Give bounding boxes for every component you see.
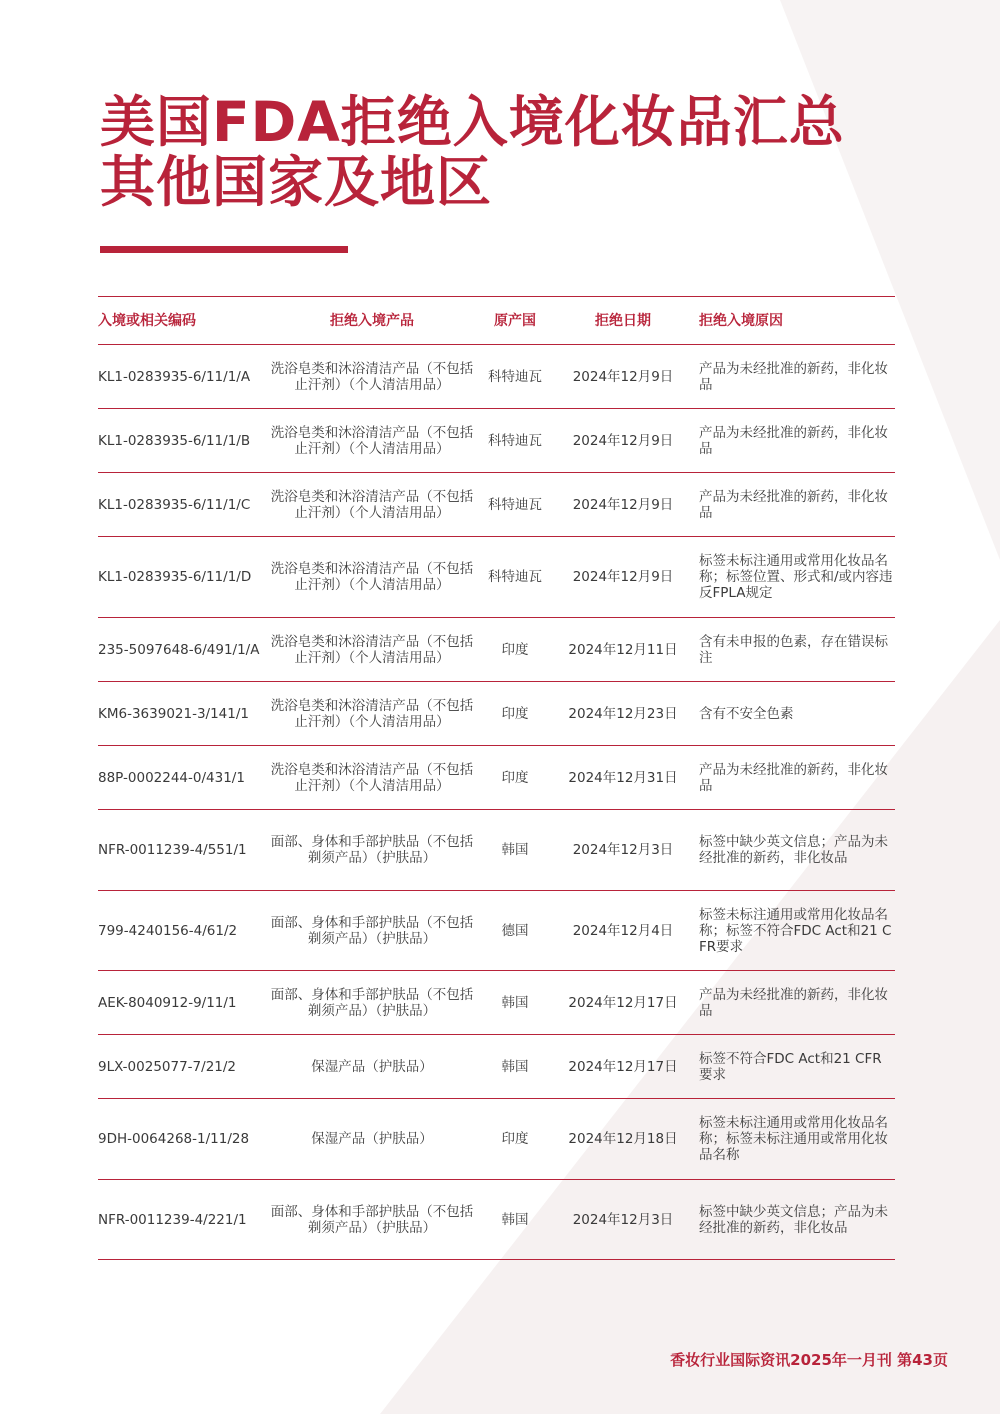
row-origin: 科特迪瓦 (488, 496, 542, 513)
row-code: NFR-0011239-4/551/1 (98, 842, 247, 858)
page-title-line-2: 其他国家及地区 (100, 150, 493, 214)
row-reason: 标签不符合FDC Act和21 CFR要求 (699, 1050, 882, 1083)
row-reason: 标签中缺少英文信息；产品为未经批准的新药，非化妆品 (699, 1203, 888, 1236)
row-reason: 含有未申报的色素，存在错误标注 (699, 633, 888, 666)
row-date: 2024年12月31日 (568, 769, 678, 786)
row-product: 面部、身体和手部护肤品（不包括剃须产品）（护肤品） (270, 914, 474, 947)
row-product: 洗浴皂类和沐浴清洁产品（不包括止汗剂）（个人清洁用品） (270, 424, 474, 457)
row-date: 2024年12月17日 (568, 994, 678, 1011)
table-row (98, 473, 895, 537)
table-header-row (98, 297, 895, 345)
row-origin: 韩国 (501, 842, 529, 858)
row-date: 2024年12月9日 (572, 496, 674, 513)
row-reason: 标签未标注通用或常用化妆品名称；标签未标注通用或常用化妆品名称 (699, 1115, 888, 1163)
row-code: 9DH-0064268-1/11/28 (98, 1131, 250, 1147)
row-code: KL1-0283935-6/11/1/B (98, 432, 251, 449)
row-origin: 科特迪瓦 (488, 368, 542, 385)
table-row (98, 1035, 895, 1099)
table-row (98, 618, 895, 682)
header-date: 拒绝日期 (595, 312, 651, 329)
row-reason: 产品为未经批准的新药，非化妆品 (699, 360, 888, 393)
title-underline (100, 246, 348, 253)
row-origin: 韩国 (501, 994, 529, 1011)
row-reason: 产品为未经批准的新药，非化妆品 (699, 424, 888, 457)
header-origin: 原产国 (494, 312, 536, 329)
row-code: 9LX-0025077-7/21/2 (98, 1058, 237, 1075)
row-origin: 韩国 (501, 1211, 529, 1228)
row-product: 面部、身体和手部护肤品（不包括剃须产品）（护肤品） (270, 834, 474, 866)
row-product: 洗浴皂类和沐浴清洁产品（不包括止汗剂）（个人清洁用品） (270, 561, 474, 593)
table-row (98, 746, 895, 810)
table-row (98, 971, 895, 1035)
row-reason: 产品为未经批准的新药，非化妆品 (699, 761, 888, 794)
row-product: 洗浴皂类和沐浴清洁产品（不包括止汗剂）（个人清洁用品） (270, 360, 474, 393)
row-reason: 产品为未经批准的新药，非化妆品 (699, 986, 888, 1019)
row-date: 2024年12月9日 (572, 569, 674, 585)
row-date: 2024年12月9日 (572, 368, 674, 385)
table-row (98, 409, 895, 473)
row-origin: 韩国 (501, 1058, 529, 1075)
table-row (98, 810, 895, 891)
row-date: 2024年12月11日 (568, 641, 678, 658)
row-reason: 含有不安全色素 (699, 705, 794, 722)
row-product: 洗浴皂类和沐浴清洁产品（不包括止汗剂）（个人清洁用品） (270, 633, 474, 666)
table-row (98, 537, 895, 618)
row-reason: 产品为未经批准的新药，非化妆品 (699, 488, 888, 521)
row-product: 洗浴皂类和沐浴清洁产品（不包括止汗剂）（个人清洁用品） (270, 697, 474, 730)
row-product: 面部、身体和手部护肤品（不包括剃须产品）（护肤品） (270, 1203, 474, 1236)
row-reason: 标签中缺少英文信息；产品为未经批准的新药，非化妆品 (699, 834, 888, 866)
page-footer: 香妆行业国际资讯2025年一月刊 第43页 (670, 1351, 948, 1369)
row-date: 2024年12月3日 (572, 842, 674, 858)
page-title (100, 92, 845, 212)
row-date: 2024年12月9日 (572, 432, 674, 449)
row-product: 洗浴皂类和沐浴清洁产品（不包括止汗剂）（个人清洁用品） (270, 488, 474, 521)
page-title-line-1: 美国FDA拒绝入境化妆品汇总 (100, 90, 845, 154)
row-product: 洗浴皂类和沐浴清洁产品（不包括止汗剂）（个人清洁用品） (270, 761, 474, 794)
row-code: AEK-8040912-9/11/1 (98, 994, 237, 1011)
header-product: 拒绝入境产品 (330, 312, 414, 329)
row-code: KL1-0283935-6/11/1/C (98, 496, 251, 513)
table-row (98, 1180, 895, 1260)
table-row (98, 1099, 895, 1180)
row-origin: 印度 (501, 769, 529, 786)
row-reason: 标签未标注通用或常用化妆品名称；标签位置、形式和/或内容违反FPLA规定 (699, 553, 893, 601)
row-product: 保湿产品（护肤品） (311, 1131, 433, 1147)
row-origin: 科特迪瓦 (488, 432, 542, 449)
row-origin: 印度 (501, 1131, 529, 1147)
header-reason: 拒绝入境原因 (699, 312, 783, 329)
row-date: 2024年12月23日 (568, 705, 678, 722)
row-code: KL1-0283935-6/11/1/D (98, 569, 252, 585)
row-code: KM6-3639021-3/141/1 (98, 705, 249, 722)
row-code: KL1-0283935-6/11/1/A (98, 368, 251, 385)
row-product: 面部、身体和手部护肤品（不包括剃须产品）（护肤品） (270, 986, 474, 1019)
row-date: 2024年12月4日 (572, 922, 674, 939)
rejection-table (98, 296, 895, 1260)
row-reason: 标签未标注通用或常用化妆品名称；标签不符合FDC Act和21 CFR要求 (699, 906, 892, 955)
row-origin: 印度 (501, 641, 529, 658)
row-origin: 印度 (501, 705, 529, 722)
row-code: 235-5097648-6/491/1/A (98, 641, 260, 658)
row-code: 88P-0002244-0/431/1 (98, 769, 245, 786)
row-date: 2024年12月17日 (568, 1058, 678, 1075)
table-row (98, 891, 895, 971)
header-code: 入境或相关编码 (98, 312, 196, 329)
table-row (98, 682, 895, 746)
row-date: 2024年12月3日 (572, 1211, 674, 1228)
row-code: NFR-0011239-4/221/1 (98, 1211, 247, 1228)
row-product: 保湿产品（护肤品） (311, 1058, 433, 1075)
row-origin: 德国 (501, 922, 529, 939)
row-code: 799-4240156-4/61/2 (98, 922, 238, 939)
row-date: 2024年12月18日 (568, 1131, 678, 1147)
table-row (98, 345, 895, 409)
row-origin: 科特迪瓦 (488, 569, 542, 585)
